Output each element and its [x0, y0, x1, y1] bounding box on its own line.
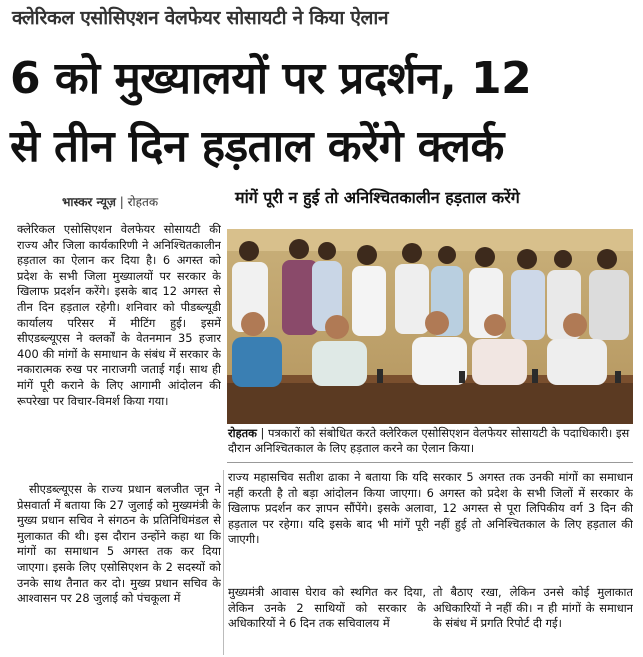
article-paragraph: सीएडब्ल्यूएस के राज्य प्रधान बलजीत जून ने प्रेसवार्ता में बताया कि 27 जुलाई को मुख्यमंत्री के मुख्य प्रधान सचिव ने संगठन के प्रतिनिधिमंडल से मुलाकात की थी। इस दौरान उन्होंने कहा था कि मांगों का समाधान 5 अगस्त तक कर दिया जाएगा। इसके लिए एसोसिएशन के 2 सदस्यों को उनके साथ तैनात कर दो। मुख्य प्रधान सचिव के आश्वासन पर 28 जुलाई को पंचकूला में	[17, 482, 221, 606]
caption-text: पत्रकारों को संबोधित करते क्लेरिकल एसोसिएशन वेलफेयर सोसायटी के पदाधिकारी। इस दौरान अनिश्चितकाल के लिए हड़ताल करने का ऐलान किया।	[228, 426, 630, 455]
divider	[227, 462, 633, 463]
headline-line-2: से तीन दिन हड़ताल करेंगे क्लर्क	[10, 121, 504, 172]
article-column-2: राज्य महासचिव सतीश ढाका ने बताया कि यदि सरकार 5 अगस्त तक उनकी मांगों का समाधान नहीं करती है तो बड़ा आंदोलन किया जाएगा। 6 अगस्त को प्रदेश के सभी जिलों में सरकार के खिलाफ प्रदर्शन कर ज्ञापन सौंपेंगे। इसके अलावा, 12 अगस्त से पूरा लिपिकीय वर्ग 3 दिन की हड़ताल पर रहेगा। यदि इसके बाद भी मांगें पूरी नहीं हुई तो अनिश्चितकाल के लिए हड़ताल की जाएगी।	[228, 470, 633, 547]
column-divider	[223, 470, 224, 655]
caption-place: रोहतक	[228, 426, 257, 440]
subheadline: मांगें पूरी न हुई तो अनिश्चितकालीन हड़ताल करेंगे	[235, 188, 520, 207]
article-column-3-left: मुख्यमंत्री आवास घेराव को स्थगित कर दिया, लेकिन उनके 2 साथियों को सरकार के अधिकारियों ने 6 दिन तक सचिवालय में	[228, 585, 426, 631]
byline-place: रोहतक	[127, 195, 159, 209]
caption-separator: |	[260, 426, 265, 440]
press-conference-photo	[227, 229, 633, 424]
byline-source: भास्कर न्यूज़	[62, 195, 116, 209]
article-column-1-bottom	[17, 482, 221, 654]
article-column-1-top: क्लेरिकल एसोसिएशन वेलफेयर सोसायटी की राज्य और जिला कार्यकारिणी ने अनिश्चितकालीन हड़ताल का ऐलान कर दिया है। 6 अगस्त को प्रदेश के सभी जिला मुख्यालयों पर सरकार के खिलाफ प्रदर्शन करेंगे। इसके बाद 12 अगस्त से तीन दिन हड़ताल रहेगी। शनिवार को पीडब्ल्यूडी कार्यालय परिसर में मीटिंग हुई। इसमें सीएडब्ल्यूएस ने क्लर्कों के वेतनमान 35 हजार 400 की मांगों के समाधान के संबंध में सरकार के नकारात्मक रुख पर नाराजगी जताई गई। साथ ही मांगें पूरी कराने के लिए आगामी आंदोलन की रूपरेखा पर विचार-विमर्श किया गया।	[17, 222, 221, 408]
headline-line-1: 6 को मुख्यालयों पर प्रदर्शन, 12	[10, 53, 532, 104]
kicker-headline: क्लेरिकल एसोसिएशन वेलफेयर सोसायटी ने किया ऐलान	[12, 7, 389, 29]
byline	[62, 193, 158, 210]
byline-separator: |	[119, 195, 124, 209]
photo-caption	[228, 426, 633, 456]
article-column-3-right: तो बैठाए रखा, लेकिन उनसे कोई मुलाकात अधिकारियों ने नहीं की। न ही मांगों के समाधान के संबंध में प्रगति रिपोर्ट दी गई।	[433, 585, 633, 631]
